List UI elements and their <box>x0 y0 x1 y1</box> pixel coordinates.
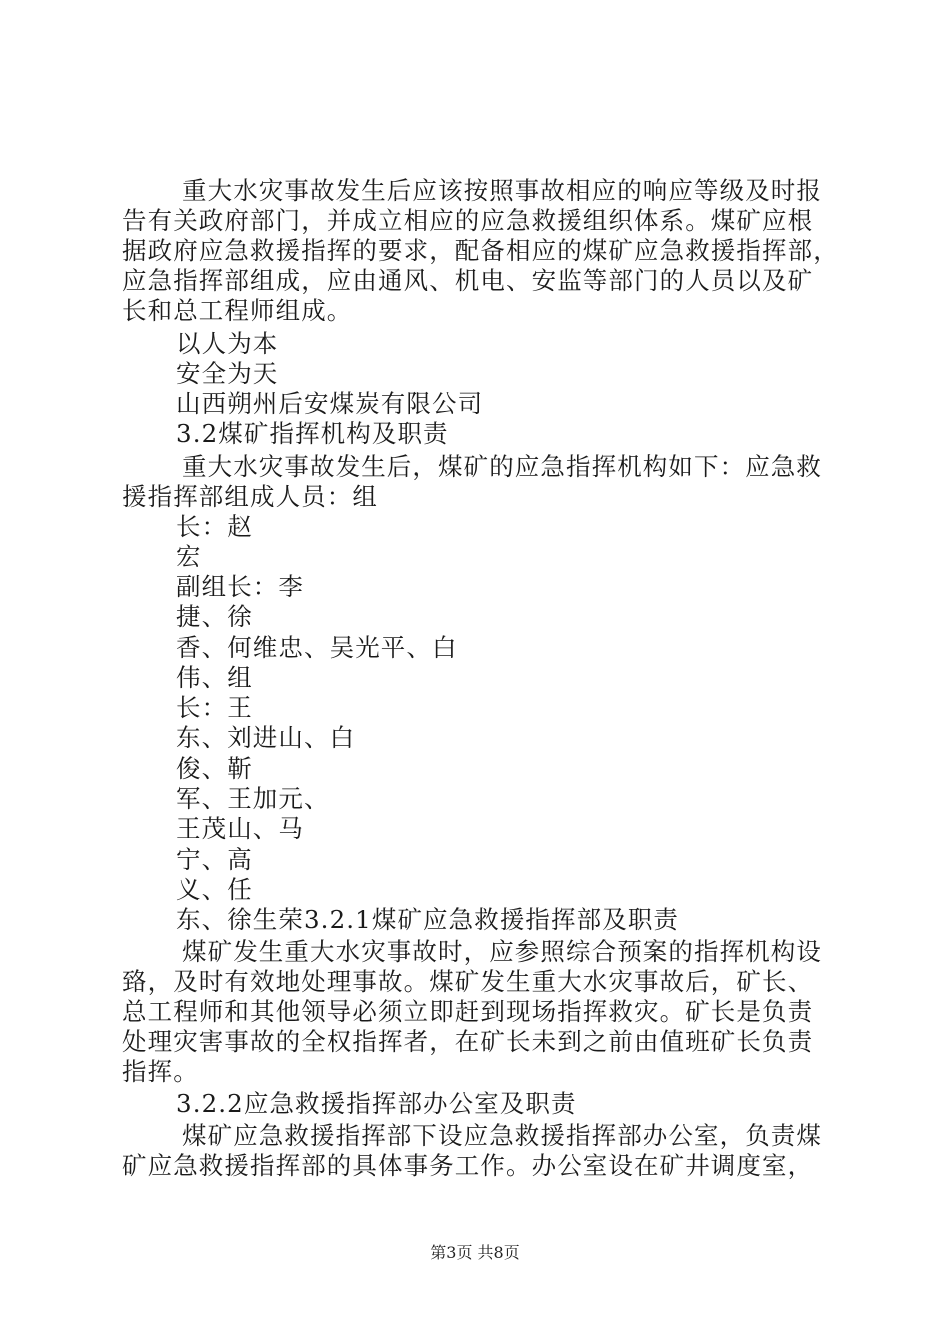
paragraph-line: 矿应急救援指挥部的具体事务工作。办公室设在矿井调度室， <box>122 1151 814 1180</box>
paragraph-line: 援指挥部组成人员：组 <box>122 482 378 511</box>
slogan-line: 以人为本 <box>176 329 279 358</box>
paragraph-line: 煤矿应急救援指挥部下设应急救援指挥部办公室，负责煤 <box>182 1121 822 1150</box>
member-line: 义、任 <box>176 875 253 904</box>
paragraph-line: 煤矿发生重大水灾事故时，应参照综合预案的指挥机构设 <box>182 937 822 966</box>
member-line: 长：赵 <box>176 512 253 541</box>
slogan-line: 安全为天 <box>176 359 279 388</box>
member-line: 长：王 <box>176 693 253 722</box>
member-line: 俊、靳 <box>176 754 253 783</box>
member-line: 香、何维忠、吴光平、白 <box>176 633 458 662</box>
section-heading: 3.2煤矿指挥机构及职责 <box>176 419 449 448</box>
paragraph-line: 臵，及时有效地处理事故。煤矿发生重大水灾事故后，矿长、 <box>122 967 814 996</box>
paragraph-line: 重大水灾事故发生后，煤矿的应急指挥机构如下：应急救 <box>182 452 822 481</box>
section-heading: 3.2.2应急救援指挥部办公室及职责 <box>176 1089 577 1118</box>
member-line: 军、王加元、 <box>176 784 330 813</box>
paragraph-line: 指挥。 <box>122 1057 199 1086</box>
member-line: 宏 <box>176 542 202 571</box>
member-line: 东、刘进山、白 <box>176 723 356 752</box>
paragraph-line: 据政府应急救援指挥的要求，配备相应的煤矿应急救援指挥部， <box>122 236 839 265</box>
member-line: 王茂山、马 <box>176 814 304 843</box>
member-line: 捷、徐 <box>176 602 253 631</box>
paragraph-line: 应急指挥部组成，应由通风、机电、安监等部门的人员以及矿 <box>122 266 814 295</box>
member-line: 伟、组 <box>176 663 253 692</box>
paragraph-line: 处理灾害事故的全权指挥者，在矿长未到之前由值班矿长负责 <box>122 1027 814 1056</box>
paragraph-line: 告有关政府部门，并成立相应的应急救援组织体系。煤矿应根 <box>122 206 814 235</box>
member-line: 副组长：李 <box>176 572 304 601</box>
paragraph-line: 长和总工程师组成。 <box>122 296 353 325</box>
member-line: 宁、高 <box>176 845 253 874</box>
company-name: 山西朔州后安煤炭有限公司 <box>176 389 484 418</box>
paragraph-line: 总工程师和其他领导必须立即赶到现场指挥救灾。矿长是负责 <box>122 997 814 1026</box>
member-line: 东、徐生荣3.2.1煤矿应急救援指挥部及职责 <box>176 905 680 934</box>
page-number: 第3页 共8页 <box>430 1243 520 1262</box>
paragraph-line: 重大水灾事故发生后应该按照事故相应的响应等级及时报 <box>182 176 822 205</box>
